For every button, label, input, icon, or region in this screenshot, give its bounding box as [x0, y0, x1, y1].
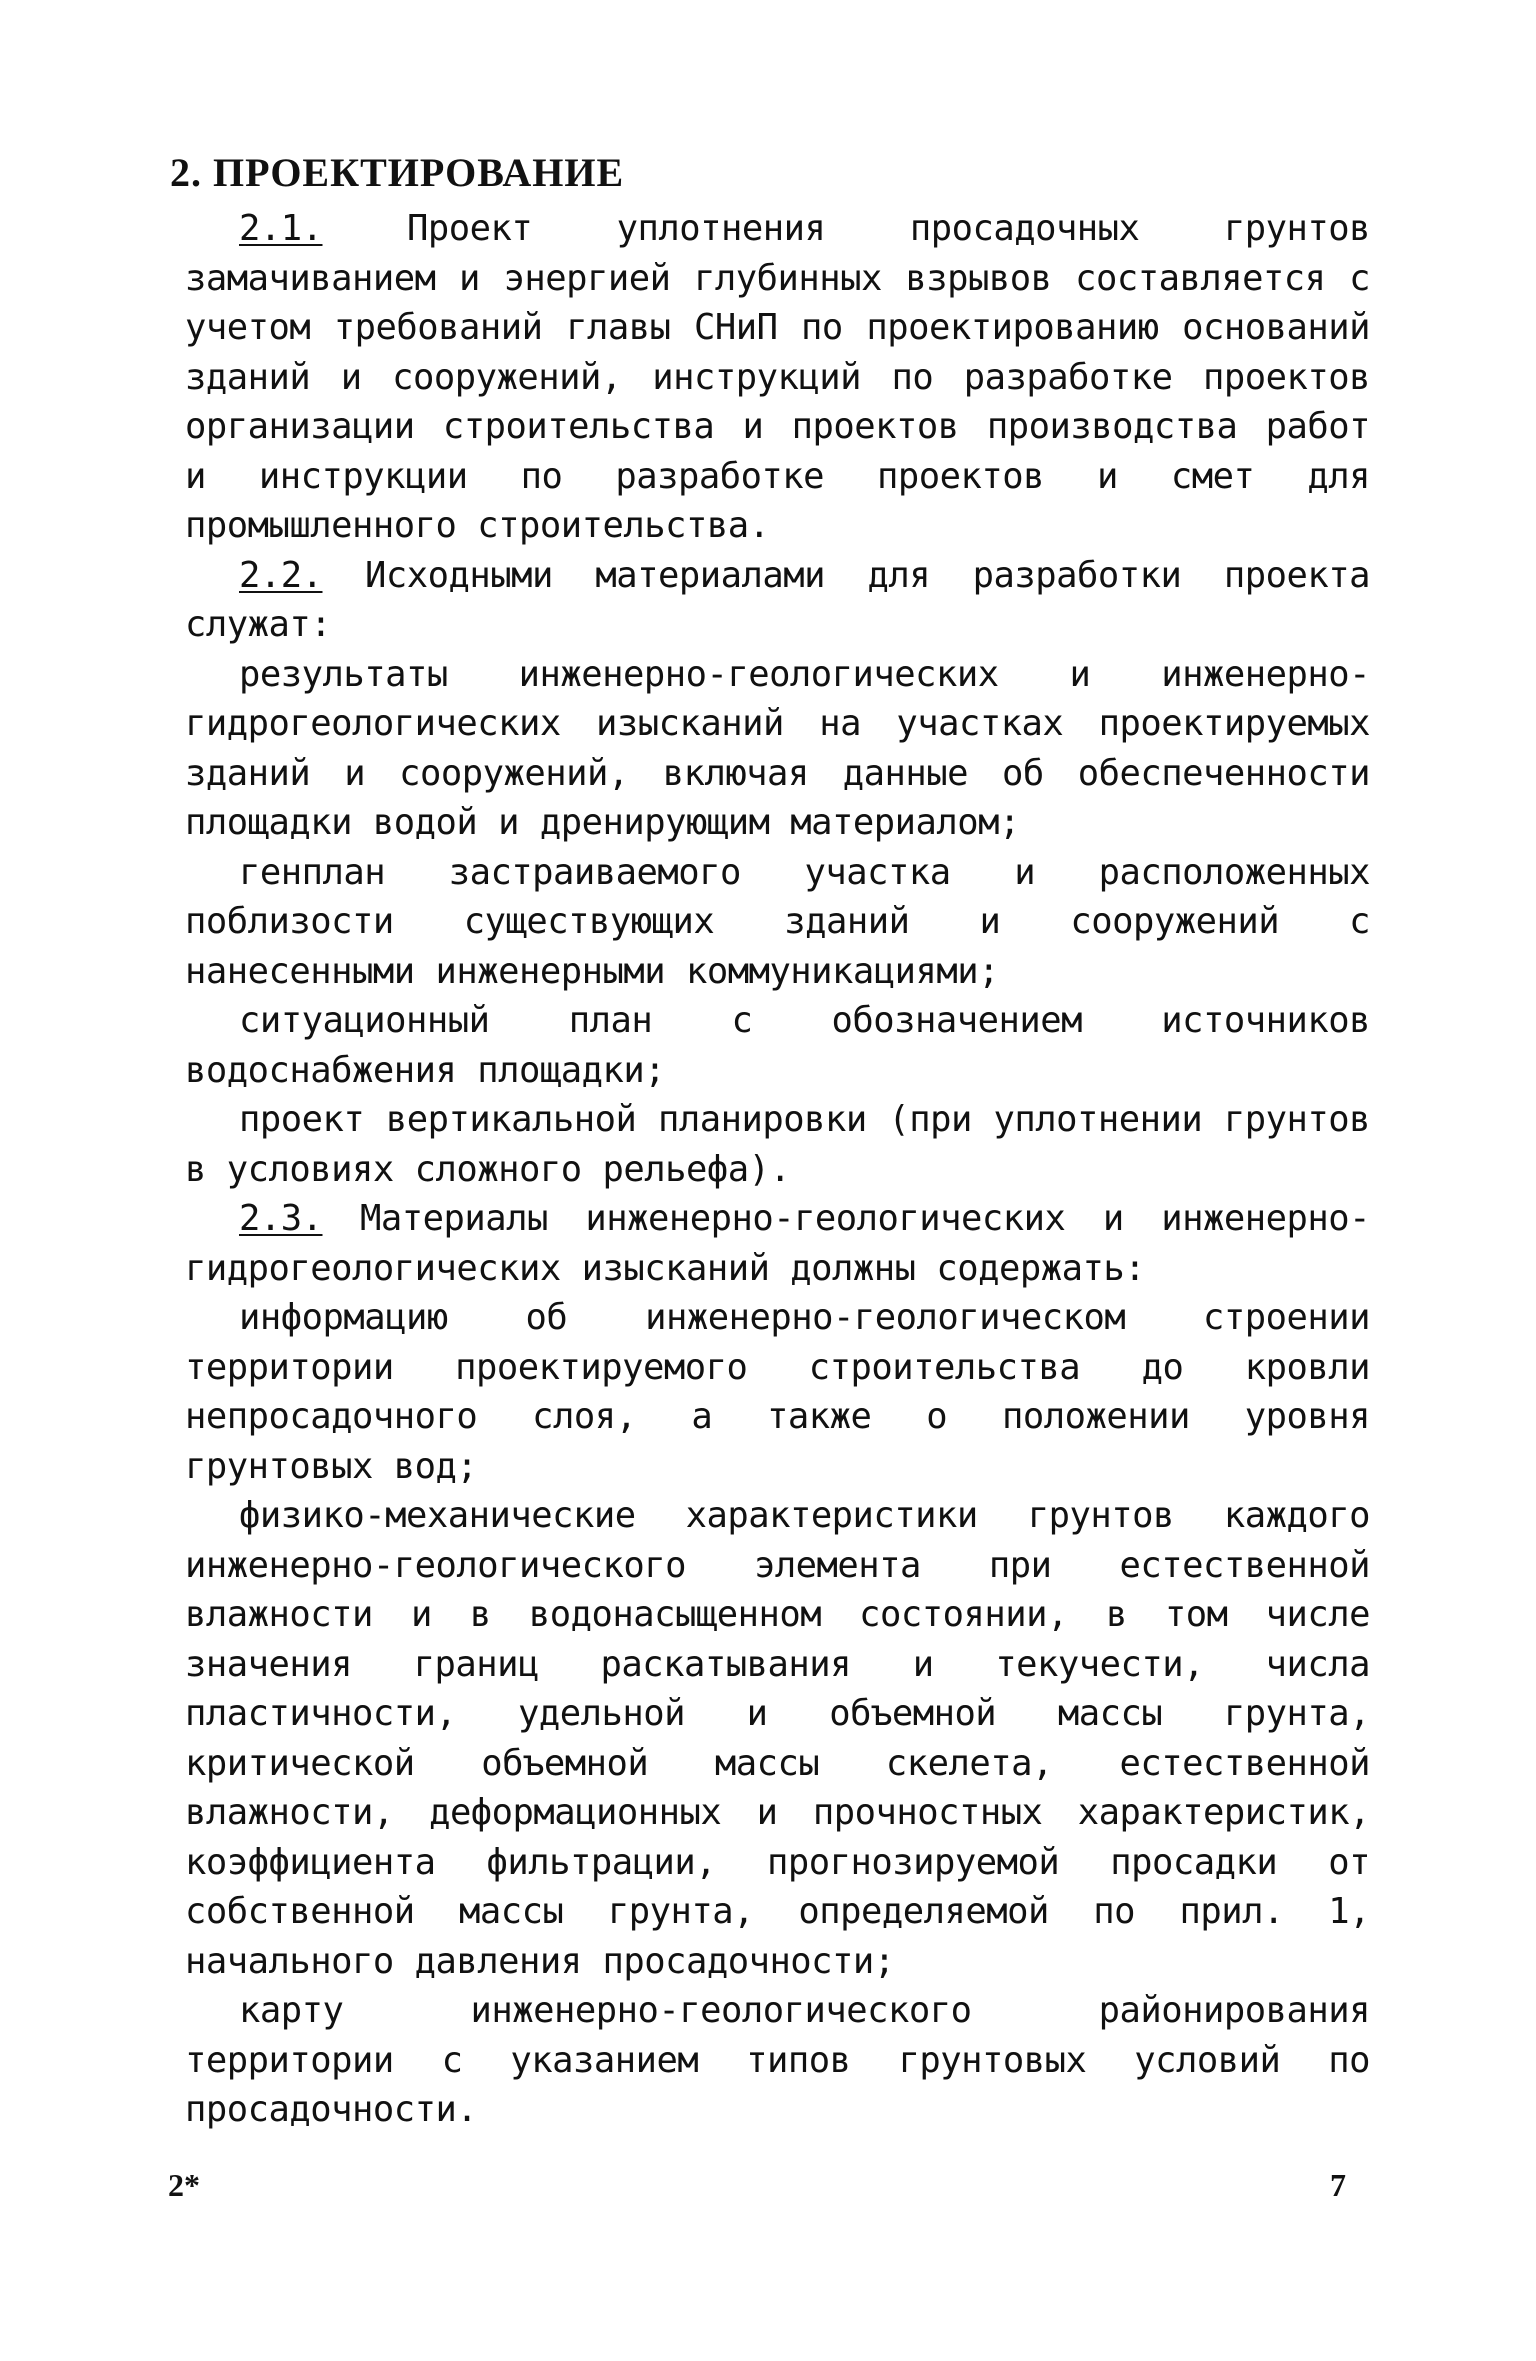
paragraph-text: Исходными материалами для разработки проекта служат:	[185, 554, 1370, 645]
list-item-text: физико-механические характеристики грунтов каждого инженерно-геологического элемента при естественной влажности и в водонасыщенном состоянии, в том числе значения границ раскатывания и текучести, числа пластичности, удельной и объемной массы грунта, критической объемной массы скелета, естественной влажности, деформационных и прочностных характеристик, коэффициента фильтрации, прогнозируемой просадки от собственной массы грунта, определяемой по прил. 1, начального давления просадочности;	[185, 1495, 1370, 1982]
list-item	[185, 1293, 1370, 1491]
list-item	[185, 848, 1370, 997]
signature-mark: 2*	[168, 2167, 200, 2203]
list-item	[185, 1095, 1370, 1194]
list-item	[185, 1491, 1370, 1986]
list-item	[185, 1986, 1370, 2135]
clause-number: 2.2.	[239, 554, 323, 596]
section-heading: 2. ПРОЕКТИРОВАНИЕ	[170, 150, 625, 195]
list-item-text: информацию об инженерно-геологическом строении территории проектируемого строительства до кровли непросадочного слоя, а также о положении уровня грунтовых вод;	[185, 1297, 1370, 1487]
page-number: 7	[1330, 2167, 1346, 2203]
paragraph-text: Проект уплотнения просадочных грунтов замачиванием и энергией глубинных взрывов составляется с учетом требований главы СНиП по проектированию оснований зданий и сооружений, инструкций по разработке проектов организации строительства и проектов производства работ и инструкции по разработке проектов и смет для промышленного строительства.	[185, 208, 1370, 546]
clause-number: 2.3.	[239, 1198, 323, 1239]
list-item-text: проект вертикальной планировки (при уплотнении грунтов в условиях сложного рельефа).	[185, 1099, 1370, 1190]
list-item	[185, 650, 1370, 848]
paragraph-2-3	[185, 1194, 1370, 1293]
list-item-text: генплан застраиваемого участка и расположенных поблизости существующих зданий и сооружений с нанесенными инженерными коммуникациями;	[185, 851, 1370, 992]
paragraph-2-2	[185, 551, 1370, 650]
list-item	[185, 996, 1370, 1095]
body-text	[185, 204, 1370, 2135]
clause-number: 2.1.	[239, 208, 323, 249]
list-item-text: карту инженерно-геологического районирования территории с указанием типов грунтовых условий по просадочности.	[185, 1990, 1370, 2130]
list-item-text: ситуационный план с обозначением источников водоснабжения площадки;	[185, 1000, 1370, 1091]
list-item-text: результаты инженерно-геологических и инженерно-гидрогеологических изысканий на участках проектируемых зданий и сооружений, включая данные об обеспеченности площадки водой и дренирующим материалом;	[185, 653, 1370, 843]
paragraph-text: Материалы инженерно-геологических и инженерно-гидрогеологических изысканий должны содержать:	[185, 1198, 1370, 1289]
paragraph-2-1	[185, 204, 1370, 551]
